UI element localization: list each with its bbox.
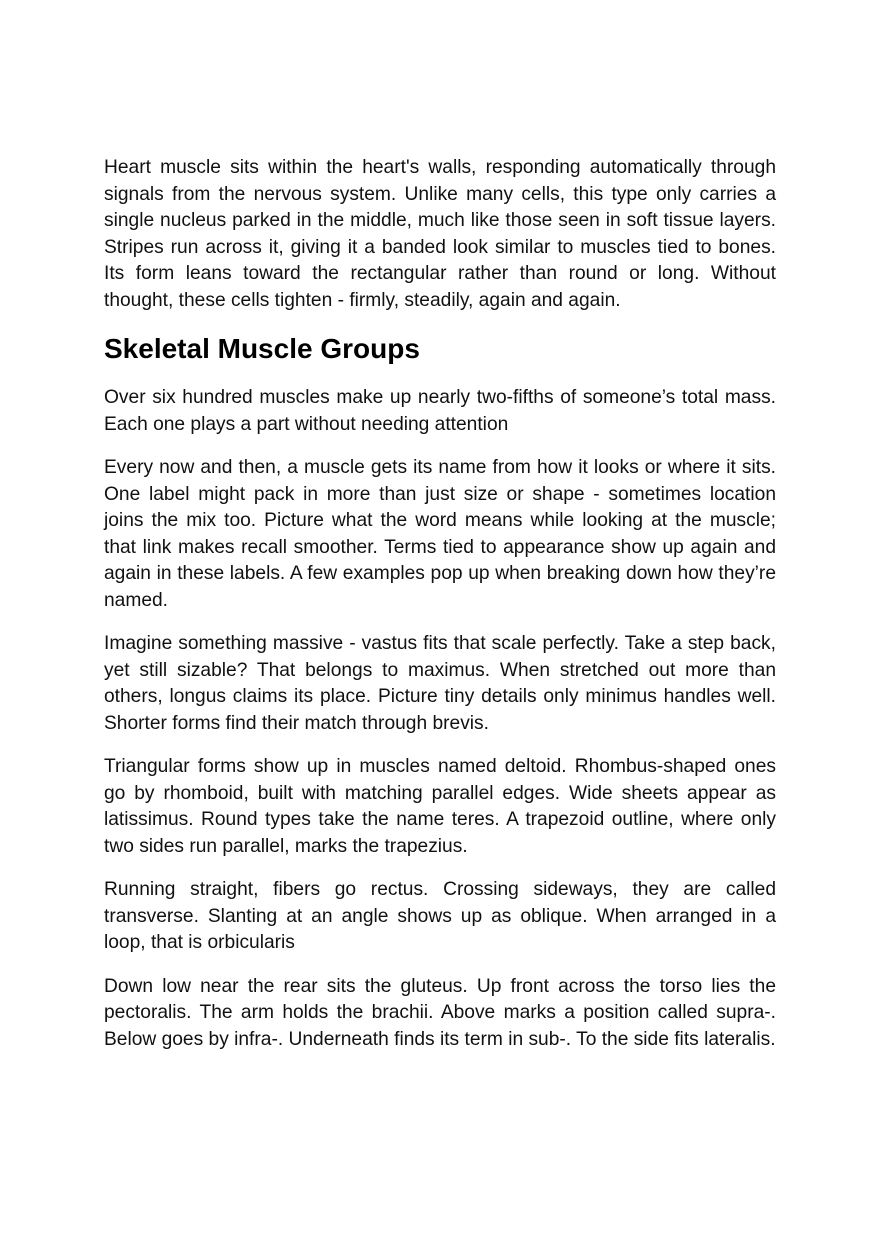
section-heading: Skeletal Muscle Groups: [104, 333, 420, 364]
body-paragraph: Running straight, fibers go rectus. Crossing sideways, they are called transverse. Slanting at an angle shows up as oblique. When arranged in a loop, that is orbicularis: [104, 879, 776, 953]
body-paragraph: Imagine something massive - vastus fits that scale perfectly. Take a step back, yet still sizable? That belongs to maximus. When stretched out more than others, longus claims its place. Picture tiny details only minimus handles well. Shorter forms find their match through brevis.: [104, 633, 776, 734]
intro-paragraph: Heart muscle sits within the heart's walls, responding automatically through signals from the nervous system. Unlike many cells, this type only carries a single nucleus parked in the middle, much like those seen in soft tissue layers. Stripes run across it, giving it a banded look similar to muscles tied to bones. Its form leans toward the rectangular rather than round or long. Without thought, these cells tighten - firmly, steadily, again and again.: [104, 157, 776, 311]
body-paragraph: Down low near the rear sits the gluteus. Up front across the torso lies the pectoralis. The arm holds the brachii. Above marks a position called supra-. Below goes by infra-. Underneath finds its term in sub-. To the side fits lateralis.: [104, 975, 776, 1050]
body-paragraph: Over six hundred muscles make up nearly two-fifths of someone’s total mass. Each one plays a part without needing attention: [104, 387, 776, 435]
body-paragraph: Every now and then, a muscle gets its name from how it looks or where it sits. One label might pack in more than just size or shape - sometimes location joins the mix too. Picture what the word means while looking at the muscle; that link makes recall smoother. Terms tied to appearance show up again and again in these labels. A few examples pop up when breaking down how they’re named.: [104, 457, 776, 611]
body-paragraph: Triangular forms show up in muscles named deltoid. Rhombus-shaped ones go by rhomboid, built with matching parallel edges. Wide sheets appear as latissimus. Round types take the name teres. A trapezoid outline, where only two sides run parallel, marks the trapezius.: [104, 756, 776, 857]
document-page: [104, 155, 776, 1070]
